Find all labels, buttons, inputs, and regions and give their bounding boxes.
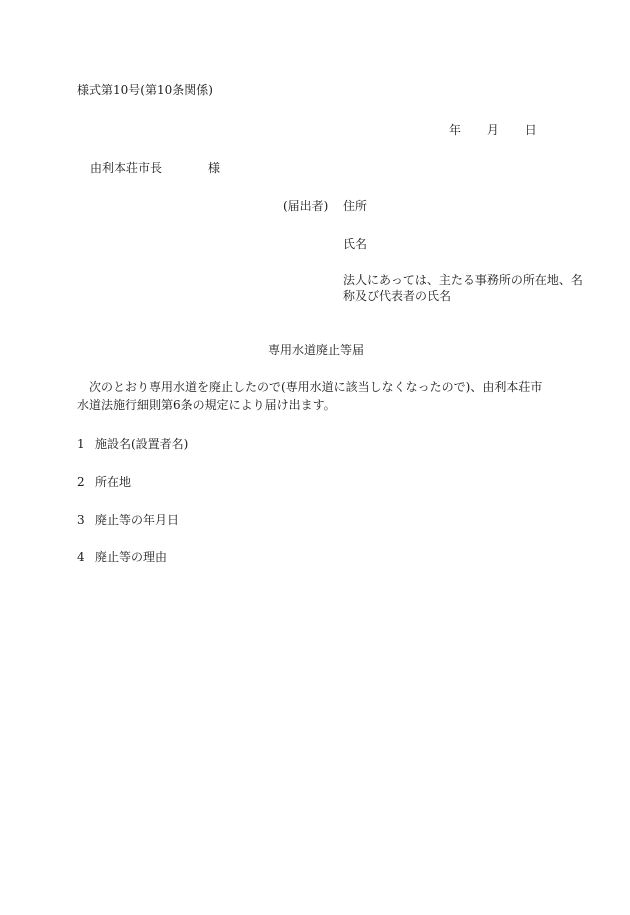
document-title: 専用水道廃止等届	[268, 343, 365, 357]
date-year: 年	[449, 123, 462, 137]
date-day: 日	[524, 123, 537, 137]
date-line	[449, 122, 537, 138]
item-number: 1	[77, 437, 85, 451]
item-label: 廃止等の年月日	[95, 513, 180, 527]
addressee	[90, 160, 220, 176]
applicant-label: (届出者)	[283, 199, 329, 213]
item-label: 所在地	[95, 475, 132, 489]
list-item	[77, 474, 131, 490]
item-label: 施設名(設置者名)	[95, 437, 189, 451]
name-label: 氏名	[343, 237, 368, 251]
corporate-note: 法人にあっては、主たる事務所の所在地、名称及び代表者の氏名	[343, 273, 583, 303]
item-number: 3	[77, 513, 85, 527]
item-label: 廃止等の理由	[95, 550, 168, 564]
item-number: 2	[77, 475, 85, 489]
form-number: 様式第10号(第10条関係)	[77, 83, 213, 97]
address-label: 住所	[343, 199, 368, 213]
list-item	[77, 549, 167, 565]
addressee-name: 由利本荘市長	[90, 161, 163, 175]
date-month: 月	[486, 123, 499, 137]
body-text: 次のとおり専用水道を廃止したので(専用水道に該当しなくなったので)、由利本荘市水道法施行細則第6条の規定により届け出ます。	[77, 380, 543, 412]
list-item	[77, 512, 179, 528]
addressee-honorific: 様	[208, 161, 221, 175]
item-number: 4	[77, 550, 85, 564]
list-item	[77, 436, 188, 452]
